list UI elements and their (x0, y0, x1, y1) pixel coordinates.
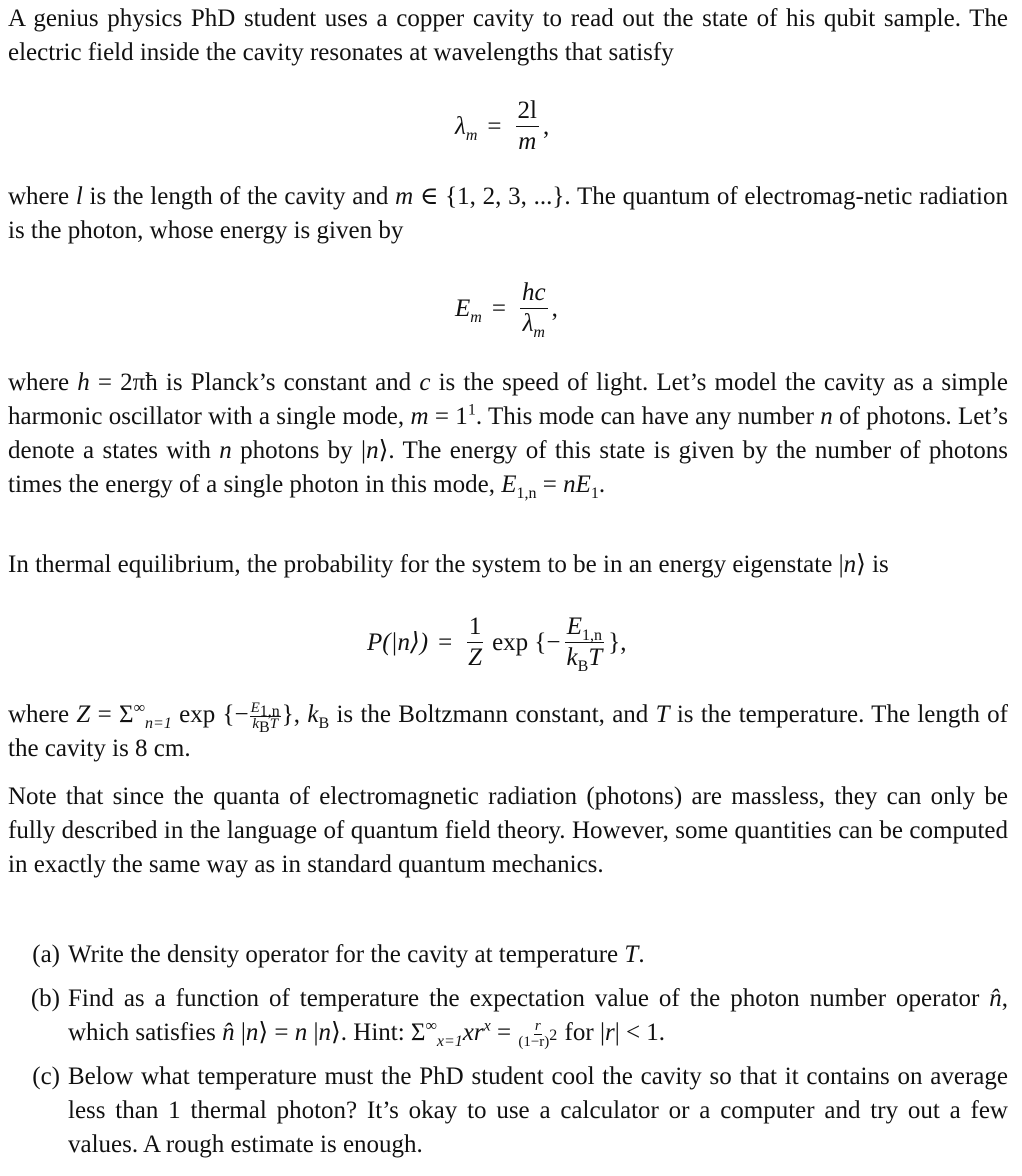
thermal-equilibrium-paragraph: In thermal equilibrium, the probability for the system to be in an energy eigenstate |n⟩ is (8, 551, 889, 578)
question-b-text: Find as a function of temperature the expectation value of the photon number operator n̂, which satisfies n̂ |n⟩ = n |n⟩. Hint: $\Sigma^\infty_{x=1}xr^x$ = $\frac{r}{(1-r)^2}$ for |r| < 1. (68, 985, 1008, 1050)
boltzmann-probability-equation (367, 612, 626, 673)
eq3-exp: exp {− (492, 628, 561, 656)
eq2-fraction: $\frac{hc}{\lambda_m}$ (521, 279, 546, 341)
question-b (8, 982, 1008, 1050)
eq3-exponent-fraction: $\frac{E_{1,n}}{k_BT}$ (566, 613, 603, 675)
eq1-comma: , (542, 112, 550, 140)
eq1-fraction: $\frac{2l}{m}$ (517, 97, 537, 155)
question-c-marker: (c) (32, 1063, 60, 1090)
intro-paragraph: A genius physics PhD student uses a copper cavity to read out the state of his qubit sample. The electric field inside the cavity resonates at wavelengths that satisfy (8, 5, 1008, 66)
question-a-marker: (a) (32, 941, 60, 968)
eq3-equals: = (438, 628, 453, 656)
question-list (8, 938, 1008, 1172)
partition-function-paragraph: where $Z = \Sigma^\infty_{n=1}$ exp {− $\frac{E_{1,n}}{k_BT}$ }, $k_B$ is the Boltzmann constant, and T is the temperature. The length of the cavity is 8 cm. (8, 699, 1008, 762)
eq2-equals: = (491, 294, 506, 322)
eq3-lhs: P(|n⟩) (367, 628, 429, 656)
eq1-lhs: $\lambda_m$ (455, 112, 478, 144)
eq3-close: }, (608, 628, 627, 656)
cavity-length-paragraph: where l is the length of the cavity and m ∈ {1, 2, 3, ...}. The quantum of electromag-netic radiation is the photon, whose energy is given by (8, 183, 1009, 244)
question-a (8, 938, 1008, 972)
hint-fraction: $\frac{r}{(1-r)^2}$ (518, 1017, 558, 1050)
question-c-text: Below what temperature must the PhD student cool the cavity so that it contains on average less than 1 thermal photon? It’s okay to use a calculator or a computer and try out a few values. A rough estimate is enough. (68, 1063, 1008, 1158)
question-a-text: Write the density operator for the cavity at temperature T. (68, 941, 645, 968)
qft-note-paragraph: Note that since the quanta of electromagnetic radiation (photons) are massless, they can only be fully described in the language of quantum field theory. However, some quantities can be computed in exactly the same way as in standard quantum mechanics. (8, 783, 1008, 878)
oscillator-paragraph: where h = 2πħ is Planck’s constant and c is the speed of light. Let’s model the cavity as a simple harmonic oscillator with a single mode, $m = 1^1$. This mode can have any number n of photons. Let’s denote a states with n photons by |n⟩. The energy of this state is given by the number of photons times the energy of a single photon in this mode, $E_{1,n} = nE_1$. (8, 369, 1008, 502)
eq1-equals: = (487, 112, 502, 140)
wavelength-equation (455, 96, 549, 157)
eq2-comma: , (551, 294, 558, 322)
eq3-prefactor: $\frac{1}{Z}$ (468, 613, 483, 671)
photon-energy-equation (455, 278, 558, 339)
eq2-lhs: $E_m$ (455, 294, 482, 326)
question-c (8, 1060, 1008, 1162)
question-b-marker: (b) (30, 985, 60, 1012)
footnote-marker: 1 (467, 401, 476, 419)
inline-exponent-fraction: $\frac{E_{1,n}}{k_BT}$ (250, 699, 280, 736)
